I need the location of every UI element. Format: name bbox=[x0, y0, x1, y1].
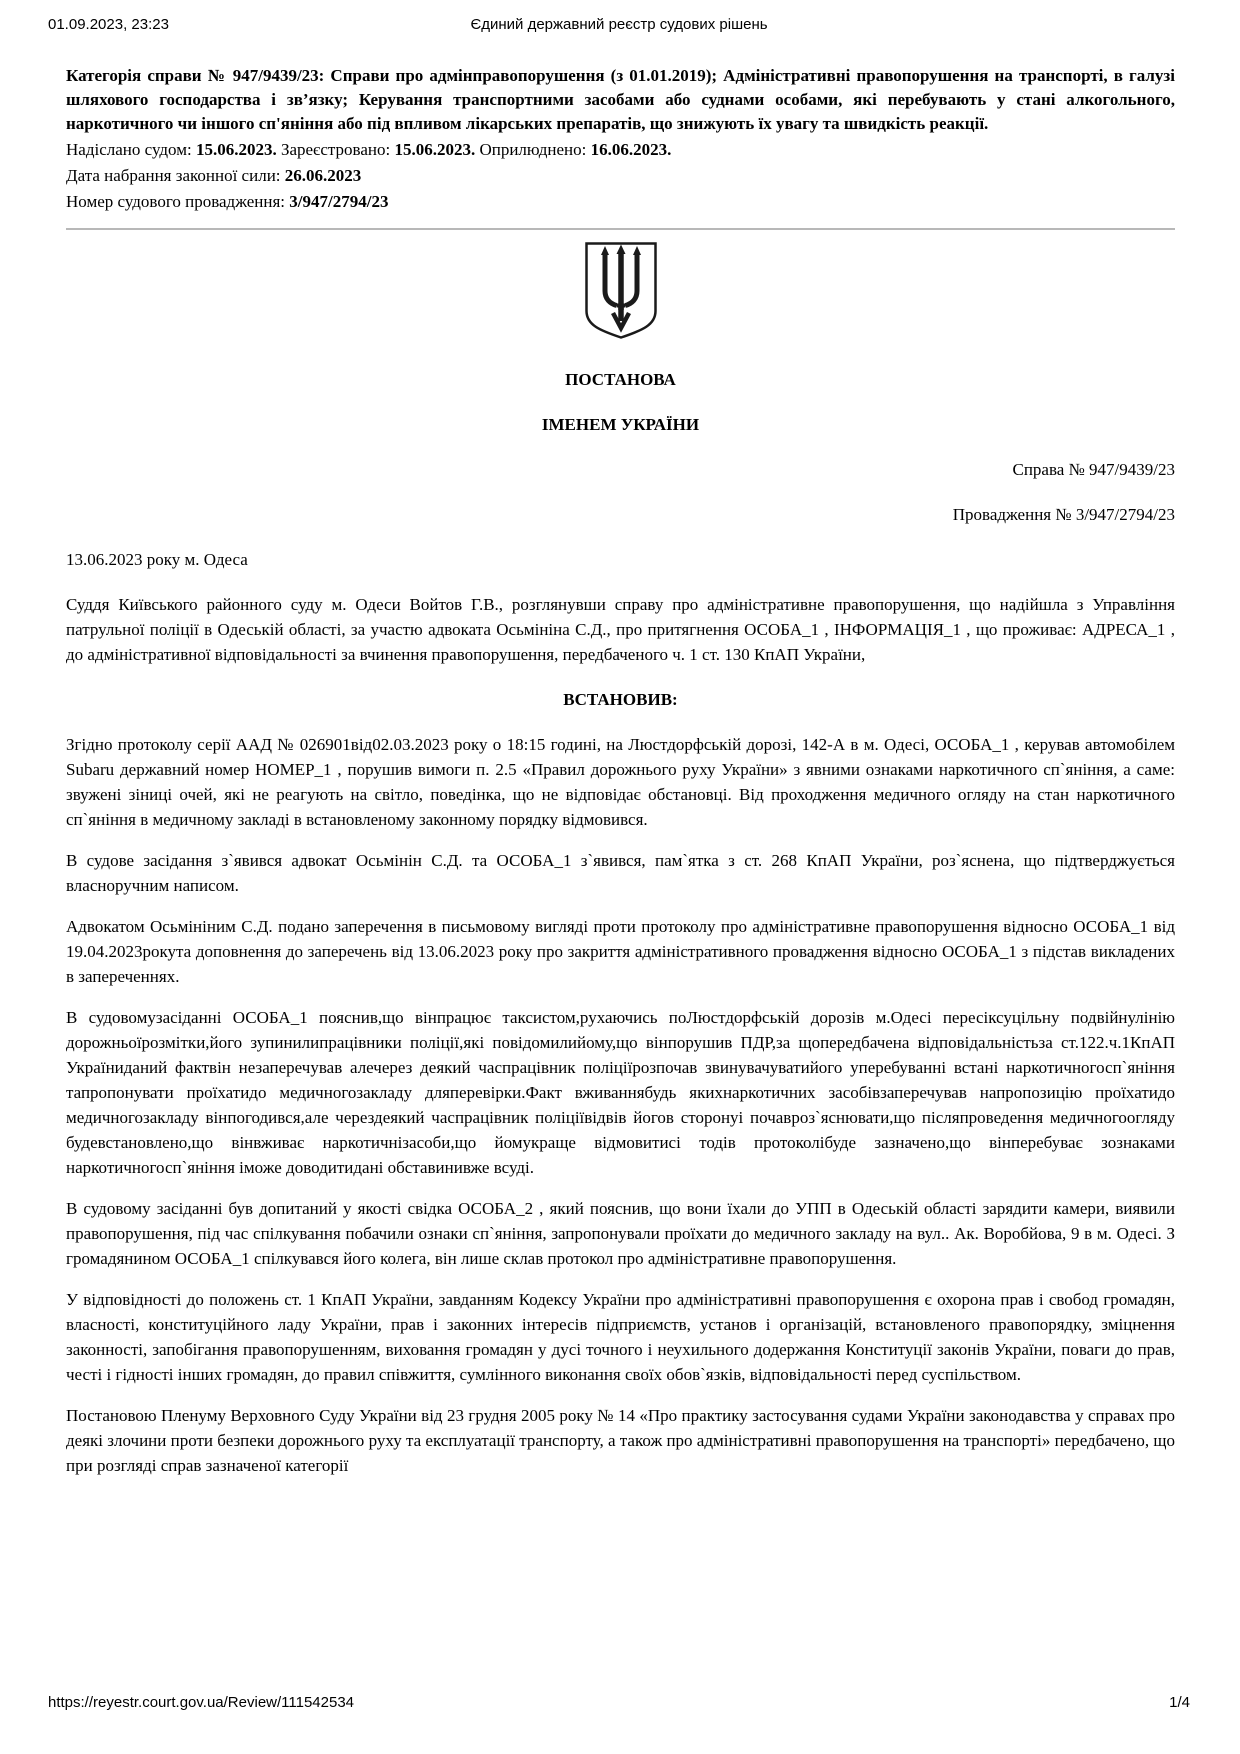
print-datetime: 01.09.2023, 23:23 bbox=[48, 16, 169, 33]
registry-title: Єдиний державний реєстр судових рішень bbox=[470, 16, 768, 33]
document-paragraph: Постановою Пленуму Верховного Суду України від 23 грудня 2005 року № 14 «Про практику застосування судами України законодавства у справах про деякі злочини проти безпеки дорожнього руху та експлуатації транспорту, а також про адміністративні правопорушення на транспорті» передбачено, що при розгляді справ зазначеної категорії bbox=[66, 1406, 1175, 1475]
document-title: ПОСТАНОВА bbox=[565, 370, 676, 389]
print-header bbox=[48, 16, 1190, 36]
legal-force-date: 26.06.2023 bbox=[284, 166, 362, 185]
published-date: 16.06.2023. bbox=[590, 140, 672, 159]
date-place-line: 13.06.2023 року м. Одеса bbox=[66, 550, 248, 569]
print-footer bbox=[48, 1694, 1190, 1711]
legal-force-line bbox=[66, 163, 1175, 188]
document-paragraph: В судовомузасіданні ОСОБА_1 пояснив,що вінпрацює таксистом,рухаючись поЛюстдорфській дорозів м.Одесі пересіксуцільну подвійнулінію дорожньоїрозмітки,його зупинилипрацівники поліції,які повідомилийому,що вінпорушив ПДР,за щопередбачена відповідальністьза ст.122.ч.1КпАП Україниданий фактвін незаперечував алечерез деякий часпрацівник поліціїрозпочав звинувачуватийого уперебуванні встані наркотичногосп`яніння тапропонувати проїхатидо медичногозакладу дляперевірки.Факт вживаннябудь якихнаркотичних засобівзаперечував напропозицію проїхатидо медичногозакладу вінпогодився,але черездеякий часпрацівник поліціївідвів йогов сторонуі почавроз`яснювати,що післяпроведення медичногоогляду будевстановлено,що вінвживає наркотичнізасоби,що йомукраще відмовитисі тодів протоколібуде зазначено,що вінперебуває зознаками наркотичногосп`яніння іможе доводитидані обставинивже всуді. bbox=[66, 1008, 1175, 1177]
document-subtitle: ІМЕНЕМ УКРАЇНИ bbox=[541, 415, 700, 434]
established-heading: ВСТАНОВИВ: bbox=[563, 690, 678, 709]
intro-paragraph: Суддя Київського районного суду м. Одеси Войтов Г.В., розглянувши справу про адміністративне правопорушення, що надійшла з Управління патрульної поліції в Одеській області, за участю адвоката Осьмініна С.Д., про притягнення ОСОБА_1 , ІНФОРМАЦІЯ_1 , що проживає: АДРЕСА_1 , до адміністративної відповідальності за вчинення правопорушення, передбаченого ч. 1 ст. 130 КпАП України, bbox=[66, 595, 1175, 664]
published-label: Оприлюднено: bbox=[479, 140, 587, 159]
sent-label: Надіслано судом: bbox=[66, 140, 192, 159]
document-body bbox=[66, 64, 1175, 1690]
proceeding-number-meta-line bbox=[66, 189, 1175, 214]
document-paragraph: В судове засідання з`явився адвокат Осьмінін С.Д. та ОСОБА_1 з`явився, пам`ятка з ст. 268 КпАП України, роз`яснена, що підтверджується власноручним написом. bbox=[66, 851, 1175, 895]
proceeding-number-line: Провадження № 3/947/2794/23 bbox=[952, 505, 1175, 524]
sent-date: 15.06.2023. bbox=[195, 140, 277, 159]
proceeding-number-label: Номер судового провадження: bbox=[66, 192, 286, 211]
registered-label: Зареєстровано: bbox=[280, 140, 391, 159]
proceeding-number-value: 3/947/2794/23 bbox=[289, 192, 389, 211]
case-dates-line bbox=[66, 137, 1175, 162]
ukraine-trident-coat-of-arms-icon bbox=[583, 241, 659, 341]
case-category-text: Категорія справи № 947/9439/23: Справи про адмінправопорушення (з 01.01.2019); Адміністративні правопорушення на транспорті, в галузі шляхового господарства і зв’язку; Керування транспортними засобами або суднами особами, які перебувають у стані алкогольного, наркотичного чи іншого сп'яніння або під впливом лікарських препаратів, що знижують їх увагу та швидкість реакції. bbox=[66, 66, 1175, 133]
document-paragraph: В судовому засіданні був допитаний у якості свідка ОСОБА_2 , який пояснив, що вони їхали до УПП в Одеській області зарядити камери, виявили правопорушення, під час спілкування побачили ознаки сп`яніння, запропонували проїхати до медичного закладу на вул.. Ак. Воробйова, 9 в м. Одесі. З громадянином ОСОБА_1 спілкувався його колега, він лише склав протокол про адміністративне правопорушення. bbox=[66, 1199, 1175, 1268]
document-paragraph: У відповідності до положень ст. 1 КпАП України, завданням Кодексу України про адміністративні правопорушення є охорона прав і свобод громадян, власності, конституційного ладу України, прав і законних інтересів підприємств, установ і організацій, встановленого правопорядку, зміцнення законності, запобігання правопорушенням, виховання громадян у дусі точного і неухильного додержання Конституції законів України, поваги до прав, честі і гідності інших громадян, до правил співжиття, сумлінного виконання своїх обов`язків, відповідальності перед суспільством. bbox=[66, 1290, 1175, 1384]
case-number-line: Справа № 947/9439/23 bbox=[1012, 460, 1175, 479]
document-paragraph: Згідно протоколу серії ААД № 026901від02.03.2023 року о 18:15 годині, на Люстдорфській дорозі, 142-А в м. Одесі, ОСОБА_1 , керував автомобілем Subaru державний номер НОМЕР_1 , порушив вимоги п. 2.5 «Правил дорожнього руху України» з явними ознаками наркотичного сп`яніння, а саме: звужені зіниці очей, які не реагують на світло, поведінка, що не відповідає обстановці. Від проходження медичного огляду на стан наркотичного сп`яніння в медичному закладі в встановленому законному порядку відмовився. bbox=[66, 735, 1175, 829]
legal-force-label: Дата набрання законної сили: bbox=[66, 166, 281, 185]
registered-date: 15.06.2023. bbox=[394, 140, 476, 159]
document-url: https://reyestr.court.gov.ua/Review/111542534 bbox=[48, 1694, 355, 1711]
document-paragraph: Адвокатом Осьмініним С.Д. подано заперечення в письмовому вигляді проти протоколу про адміністративне правопорушення відносно ОСОБА_1 від 19.04.2023рокута доповнення до заперечень від 13.06.2023 року про закриття адміністративного провадження відносно ОСОБА_1 з підстав викладених в запереченнях. bbox=[66, 917, 1175, 986]
divider bbox=[66, 228, 1175, 230]
page-indicator: 1/4 bbox=[1169, 1694, 1190, 1711]
